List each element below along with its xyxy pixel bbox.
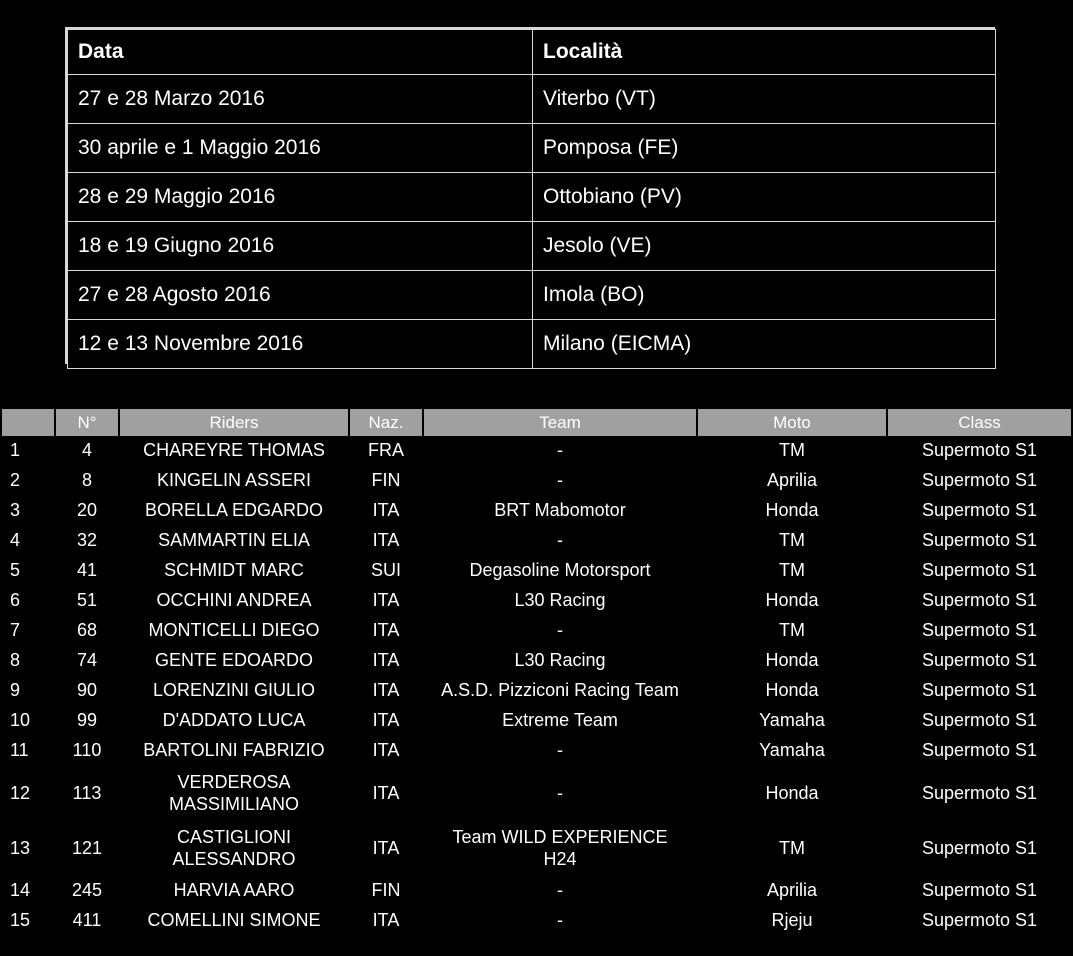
position-value: 6: [10, 590, 21, 611]
entry-cell-position: [2, 616, 54, 646]
position-value: 14: [10, 880, 31, 901]
entry-cell-rider: [120, 676, 348, 706]
class-value: Supermoto S1: [921, 740, 1038, 761]
moto-value: Honda: [765, 500, 819, 521]
team-name-line1: Degasoline Motorsport: [469, 560, 651, 581]
entry-cell-moto: [698, 766, 886, 821]
entry-cell-nationality: [350, 496, 422, 526]
nationality-value: ITA: [372, 500, 400, 521]
entry-cell-moto: [698, 436, 886, 466]
entry-cell-moto: [698, 586, 886, 616]
race-number-value: 8: [81, 470, 92, 491]
entry-cell-number: [56, 676, 118, 706]
schedule-cell-locality: Pomposa (FE): [533, 124, 996, 173]
nationality-value: SUI: [370, 560, 401, 581]
entry-row: [2, 821, 1071, 876]
rider-name-line1: COMELLINI SIMONE: [147, 910, 321, 931]
entry-cell-class: [888, 466, 1071, 496]
team-name-line1: Team WILD EXPERIENCE: [452, 827, 668, 848]
entry-cell-number: [56, 616, 118, 646]
class-value: Supermoto S1: [921, 530, 1038, 551]
column-header-nationality: Naz.: [350, 409, 422, 436]
schedule-header-localita: Località: [533, 30, 996, 75]
entry-cell-nationality: [350, 556, 422, 586]
rider-name-line1: KINGELIN ASSERI: [156, 470, 312, 491]
entry-cell-class: [888, 436, 1071, 466]
moto-value: Honda: [765, 782, 819, 803]
schedule-row: [68, 173, 996, 222]
entry-cell-nationality: [350, 876, 422, 906]
schedule-row: [68, 222, 996, 271]
entry-cell-rider: [120, 526, 348, 556]
schedule-cell-locality: Ottobiano (PV): [533, 173, 996, 222]
entry-list-head: [2, 409, 1071, 436]
entry-cell-nationality: [350, 906, 422, 936]
position-value: 3: [10, 500, 21, 521]
team-name-line1: -: [557, 620, 563, 641]
entry-cell-number: [56, 821, 118, 876]
entry-list-header-row: [2, 409, 1071, 436]
race-number-value: 20: [76, 500, 98, 521]
schedule-header-data: Data: [68, 30, 533, 75]
entry-row: [2, 556, 1071, 586]
moto-value: Yamaha: [759, 710, 825, 731]
entry-cell-nationality: [350, 676, 422, 706]
entry-cell-position: [2, 766, 54, 821]
entry-cell-team: [424, 436, 696, 466]
race-number-value: 113: [72, 782, 102, 803]
entry-cell-rider: [120, 496, 348, 526]
class-value: Supermoto S1: [921, 620, 1038, 641]
class-value: Supermoto S1: [921, 590, 1038, 611]
race-number-value: 411: [72, 910, 102, 931]
entry-cell-rider: [120, 616, 348, 646]
entry-cell-position: [2, 526, 54, 556]
entry-row: [2, 876, 1071, 906]
schedule-cell-locality: Viterbo (VT): [533, 75, 996, 124]
class-value: Supermoto S1: [921, 650, 1038, 671]
race-number-value: 110: [72, 740, 102, 761]
entry-cell-team: [424, 526, 696, 556]
entry-cell-number: [56, 466, 118, 496]
entry-cell-number: [56, 646, 118, 676]
entry-list-table: [0, 409, 1073, 936]
position-value: 7: [10, 620, 21, 641]
entry-cell-rider: [120, 556, 348, 586]
entry-cell-nationality: [350, 706, 422, 736]
schedule-row: [68, 124, 996, 173]
position-value: 4: [10, 530, 21, 551]
moto-value: Aprilia: [766, 880, 818, 901]
entry-cell-team: [424, 736, 696, 766]
entry-cell-position: [2, 706, 54, 736]
moto-value: Aprilia: [766, 470, 818, 491]
nationality-value: ITA: [372, 910, 400, 931]
nationality-value: FIN: [371, 470, 401, 491]
class-value: Supermoto S1: [921, 782, 1038, 803]
entry-cell-class: [888, 556, 1071, 586]
rider-name-line1: BARTOLINI FABRIZIO: [143, 740, 325, 761]
schedule-row: [68, 75, 996, 124]
schedule-row: [68, 320, 996, 369]
schedule-cell-date: 27 e 28 Agosto 2016: [68, 271, 533, 320]
entry-cell-rider: [120, 646, 348, 676]
team-name-line1: A.S.D. Pizziconi Racing Team: [441, 680, 679, 701]
race-number-value: 51: [76, 590, 98, 611]
entry-cell-team: [424, 466, 696, 496]
schedule-cell-date: 28 e 29 Maggio 2016: [68, 173, 533, 222]
nationality-value: ITA: [372, 530, 400, 551]
rider-name-line2: ALESSANDRO: [172, 848, 296, 869]
entry-row: [2, 436, 1071, 466]
entry-cell-rider: [120, 821, 348, 876]
entry-list-container: [0, 409, 1073, 936]
rider-name-line1: CASTIGLIONI: [176, 827, 292, 848]
position-value: 8: [10, 650, 21, 671]
class-value: Supermoto S1: [921, 560, 1038, 581]
nationality-value: ITA: [372, 590, 400, 611]
race-number-value: 99: [76, 710, 98, 731]
entry-cell-rider: [120, 466, 348, 496]
position-value: 11: [10, 740, 29, 761]
entry-cell-moto: [698, 646, 886, 676]
entry-cell-team: [424, 496, 696, 526]
rider-name-line1: SCHMIDT MARC: [164, 560, 304, 581]
entry-list-body: [2, 436, 1071, 936]
position-value: 12: [10, 782, 31, 803]
schedule-cell-locality: Jesolo (VE): [533, 222, 996, 271]
moto-value: TM: [779, 620, 805, 641]
rider-name-line1: VERDEROSA: [177, 772, 291, 793]
entry-cell-number: [56, 526, 118, 556]
race-number-value: 68: [76, 620, 98, 641]
entry-cell-rider: [120, 436, 348, 466]
position-value: 10: [10, 710, 31, 731]
team-name-line1: L30 Racing: [514, 590, 606, 611]
team-name-line1: -: [557, 530, 563, 551]
entry-cell-team: [424, 906, 696, 936]
column-header-riders: Riders: [120, 409, 348, 436]
entry-cell-number: [56, 706, 118, 736]
moto-value: TM: [779, 837, 805, 858]
rider-name-line1: GENTE EDOARDO: [154, 650, 314, 671]
entry-cell-position: [2, 436, 54, 466]
entry-cell-rider: [120, 766, 348, 821]
race-number-value: 4: [81, 440, 92, 461]
entry-cell-team: [424, 646, 696, 676]
schedule-row: [68, 271, 996, 320]
position-value: 1: [10, 440, 21, 461]
entry-cell-class: [888, 616, 1071, 646]
entry-cell-moto: [698, 496, 886, 526]
rider-name-line1: HARVIA AARO: [173, 880, 295, 901]
class-value: Supermoto S1: [921, 837, 1038, 858]
entry-cell-number: [56, 556, 118, 586]
team-name-line1: L30 Racing: [514, 650, 606, 671]
moto-value: Honda: [765, 650, 819, 671]
entry-cell-moto: [698, 821, 886, 876]
column-header-position: [2, 409, 54, 436]
rider-name-line1: D'ADDATO LUCA: [162, 710, 306, 731]
entry-row: [2, 766, 1071, 821]
position-value: 13: [10, 837, 31, 858]
schedule-cell-date: 12 e 13 Novembre 2016: [68, 320, 533, 369]
entry-cell-moto: [698, 906, 886, 936]
entry-cell-moto: [698, 556, 886, 586]
entry-cell-number: [56, 736, 118, 766]
position-value: 15: [10, 910, 31, 931]
entry-row: [2, 676, 1071, 706]
entry-row: [2, 906, 1071, 936]
rider-name-line1: BORELLA EDGARDO: [144, 500, 324, 521]
entry-cell-team: [424, 616, 696, 646]
schedule-cell-locality: Imola (BO): [533, 271, 996, 320]
column-header-number: N°: [56, 409, 118, 436]
entry-cell-class: [888, 876, 1071, 906]
nationality-value: FIN: [371, 880, 401, 901]
entry-cell-class: [888, 646, 1071, 676]
race-number-value: 41: [76, 560, 98, 581]
entry-cell-team: [424, 876, 696, 906]
entry-cell-class: [888, 586, 1071, 616]
entry-cell-nationality: [350, 526, 422, 556]
entry-cell-class: [888, 496, 1071, 526]
entry-cell-position: [2, 496, 54, 526]
class-value: Supermoto S1: [921, 440, 1038, 461]
entry-cell-team: [424, 706, 696, 736]
rider-name-line1: OCCHINI ANDREA: [156, 590, 312, 611]
entry-cell-nationality: [350, 436, 422, 466]
entry-cell-rider: [120, 736, 348, 766]
team-name-line1: -: [557, 470, 563, 491]
class-value: Supermoto S1: [921, 710, 1038, 731]
nationality-value: FRA: [368, 440, 404, 461]
entry-cell-position: [2, 556, 54, 586]
entry-cell-position: [2, 736, 54, 766]
entry-cell-nationality: [350, 736, 422, 766]
rider-name-line1: LORENZINI GIULIO: [152, 680, 316, 701]
race-number-value: 74: [76, 650, 98, 671]
entry-cell-class: [888, 766, 1071, 821]
rider-name-line1: CHAREYRE THOMAS: [143, 440, 325, 461]
nationality-value: ITA: [372, 620, 400, 641]
team-name-line1: -: [557, 782, 563, 803]
column-header-moto: Moto: [698, 409, 886, 436]
moto-value: Yamaha: [759, 740, 825, 761]
entry-cell-position: [2, 876, 54, 906]
entry-cell-moto: [698, 736, 886, 766]
entry-cell-class: [888, 821, 1071, 876]
entry-cell-nationality: [350, 466, 422, 496]
schedule-table: [67, 29, 996, 369]
entry-cell-position: [2, 821, 54, 876]
moto-value: TM: [779, 530, 805, 551]
entry-cell-position: [2, 676, 54, 706]
schedule-table-container: [65, 27, 995, 364]
class-value: Supermoto S1: [921, 500, 1038, 521]
race-number-value: 32: [76, 530, 98, 551]
column-header-team: Team: [424, 409, 696, 436]
class-value: Supermoto S1: [921, 680, 1038, 701]
position-value: 5: [10, 560, 21, 581]
team-name-line2: H24: [543, 848, 577, 869]
race-number-value: 121: [71, 837, 103, 858]
moto-value: Rjeju: [771, 910, 813, 931]
schedule-table-body: [68, 75, 996, 369]
team-name-line1: BRT Mabomotor: [494, 500, 626, 521]
class-value: Supermoto S1: [921, 470, 1038, 491]
entry-cell-team: [424, 676, 696, 706]
entry-cell-team: [424, 766, 696, 821]
entry-cell-rider: [120, 706, 348, 736]
entry-cell-rider: [120, 876, 348, 906]
rider-name-line1: MONTICELLI DIEGO: [148, 620, 320, 641]
class-value: Supermoto S1: [921, 880, 1038, 901]
race-number-value: 245: [71, 880, 103, 901]
entry-cell-team: [424, 556, 696, 586]
entry-row: [2, 706, 1071, 736]
entry-cell-moto: [698, 616, 886, 646]
schedule-cell-date: 27 e 28 Marzo 2016: [68, 75, 533, 124]
entry-cell-moto: [698, 676, 886, 706]
entry-cell-rider: [120, 906, 348, 936]
moto-value: Honda: [765, 680, 819, 701]
nationality-value: ITA: [372, 740, 400, 761]
rider-name-line2: MASSIMILIANO: [168, 793, 300, 814]
position-value: 9: [10, 680, 21, 701]
entry-row: [2, 646, 1071, 676]
entry-cell-nationality: [350, 766, 422, 821]
entry-cell-class: [888, 676, 1071, 706]
class-value: Supermoto S1: [921, 910, 1038, 931]
entry-row: [2, 736, 1071, 766]
schedule-cell-locality: Milano (EICMA): [533, 320, 996, 369]
entry-cell-number: [56, 436, 118, 466]
entry-cell-moto: [698, 876, 886, 906]
entry-cell-class: [888, 906, 1071, 936]
entry-cell-team: [424, 586, 696, 616]
schedule-table-head: [68, 30, 996, 75]
entry-cell-position: [2, 906, 54, 936]
column-header-class: Class: [888, 409, 1071, 436]
entry-cell-position: [2, 646, 54, 676]
entry-cell-nationality: [350, 586, 422, 616]
schedule-header-row: [68, 30, 996, 75]
team-name-line1: -: [557, 910, 563, 931]
entry-row: [2, 586, 1071, 616]
rider-name-line1: SAMMARTIN ELIA: [158, 530, 310, 551]
entry-cell-nationality: [350, 821, 422, 876]
entry-cell-number: [56, 766, 118, 821]
nationality-value: ITA: [372, 710, 400, 731]
entry-cell-moto: [698, 466, 886, 496]
entry-cell-number: [56, 496, 118, 526]
entry-cell-nationality: [350, 616, 422, 646]
entry-cell-class: [888, 736, 1071, 766]
schedule-cell-date: 18 e 19 Giugno 2016: [68, 222, 533, 271]
moto-value: Honda: [765, 590, 819, 611]
race-number-value: 90: [76, 680, 98, 701]
team-name-line1: -: [557, 440, 563, 461]
position-value: 2: [10, 470, 21, 491]
entry-cell-number: [56, 586, 118, 616]
entry-cell-position: [2, 466, 54, 496]
team-name-line1: -: [557, 740, 563, 761]
entry-cell-moto: [698, 706, 886, 736]
entry-cell-team: [424, 821, 696, 876]
entry-cell-rider: [120, 586, 348, 616]
entry-cell-class: [888, 706, 1071, 736]
entry-cell-position: [2, 586, 54, 616]
entry-cell-number: [56, 906, 118, 936]
moto-value: TM: [779, 560, 805, 581]
entry-row: [2, 496, 1071, 526]
nationality-value: ITA: [372, 837, 400, 858]
entry-cell-nationality: [350, 646, 422, 676]
entry-row: [2, 526, 1071, 556]
nationality-value: ITA: [372, 782, 400, 803]
schedule-cell-date: 30 aprile e 1 Maggio 2016: [68, 124, 533, 173]
entry-cell-moto: [698, 526, 886, 556]
nationality-value: ITA: [372, 650, 400, 671]
entry-cell-number: [56, 876, 118, 906]
nationality-value: ITA: [372, 680, 400, 701]
entry-row: [2, 466, 1071, 496]
moto-value: TM: [779, 440, 805, 461]
entry-cell-class: [888, 526, 1071, 556]
team-name-line1: -: [557, 880, 563, 901]
entry-row: [2, 616, 1071, 646]
team-name-line1: Extreme Team: [502, 710, 618, 731]
